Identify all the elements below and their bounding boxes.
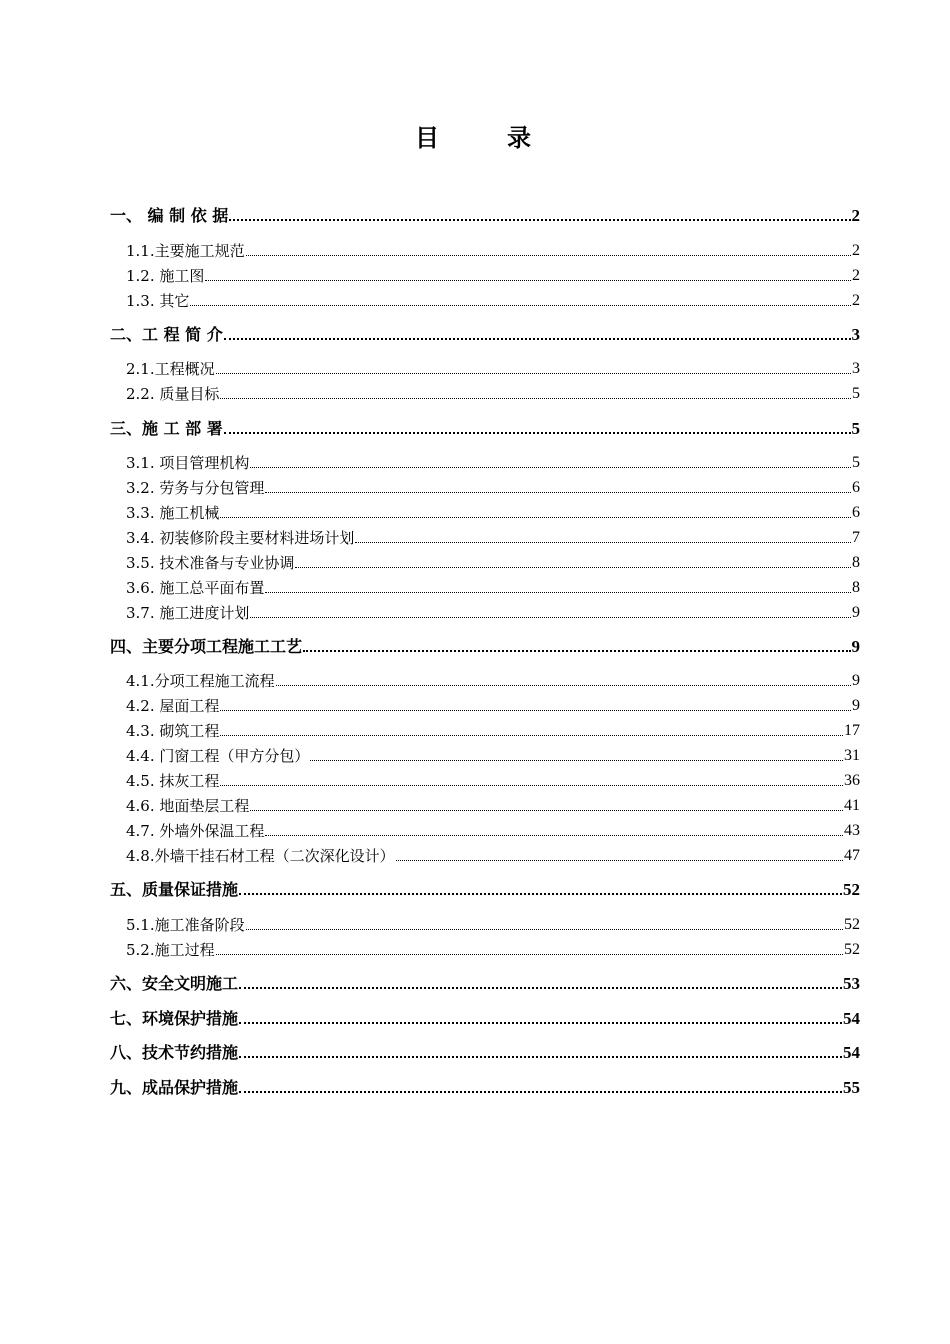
toc-label: 六、安全文明施工 [110, 974, 239, 993]
toc-entry-4-4[interactable] [110, 745, 860, 767]
dot-leader [220, 735, 843, 736]
toc-label: 5.2.施工过程 [126, 941, 215, 959]
dot-leader [310, 760, 843, 761]
dot-leader [220, 785, 843, 786]
toc-entry-5-1[interactable] [110, 914, 860, 936]
toc-page-number: 3 [851, 325, 860, 344]
toc-page-number: 52 [844, 941, 860, 958]
toc-label: 4.5. 抹灰工程 [126, 772, 220, 790]
toc-entry-4-6[interactable] [110, 795, 860, 817]
toc-label: 三、施 工 部 署 [110, 419, 223, 438]
toc-page-number: 52 [844, 916, 860, 933]
toc-label: 1.3. 其它 [126, 292, 190, 310]
toc-entry-1-3[interactable] [110, 290, 860, 312]
toc-page-number: 7 [852, 529, 860, 546]
toc-label: 4.3. 砌筑工程 [126, 722, 220, 740]
dot-leader [265, 492, 851, 493]
title-part-1: 目 [415, 123, 443, 152]
toc-entry-3-4[interactable] [110, 527, 860, 549]
dot-leader [190, 305, 851, 306]
toc-label: 3.4. 初装修阶段主要材料进场计划 [126, 529, 355, 547]
toc-entry-3-6[interactable] [110, 577, 860, 599]
dot-leader [246, 255, 851, 256]
toc-label: 4.8.外墙干挂石材工程（二次深化设计） [126, 847, 395, 865]
toc-label: 4.1.分项工程施工流程 [126, 672, 275, 690]
dot-leader [250, 467, 851, 468]
dot-leader [239, 1056, 842, 1058]
page-title [0, 118, 950, 153]
toc-entry-5[interactable] [110, 879, 860, 901]
toc-page-number: 2 [851, 206, 860, 225]
toc-label: 4.2. 屋面工程 [126, 697, 220, 715]
toc-entry-9[interactable] [110, 1077, 860, 1099]
toc-page-number: 5 [852, 385, 860, 402]
toc-label: 1.2. 施工图 [126, 267, 205, 285]
toc-page-number: 8 [852, 554, 860, 571]
toc-entry-4-3[interactable] [110, 720, 860, 742]
toc-page-number: 6 [852, 504, 860, 521]
toc-entry-1-1[interactable] [110, 240, 860, 262]
toc-page-number: 5 [852, 454, 860, 471]
toc-page-number: 9 [851, 637, 860, 656]
dot-leader [239, 987, 842, 989]
toc-page-number: 53 [843, 974, 860, 993]
dot-leader [355, 542, 851, 543]
toc-entry-1[interactable] [110, 205, 860, 227]
toc-entry-2[interactable] [110, 324, 860, 346]
toc-entry-5-2[interactable] [110, 939, 860, 961]
dot-leader [229, 219, 850, 221]
toc-page-number: 31 [844, 747, 860, 764]
dot-leader [250, 617, 851, 618]
toc-entry-4-7[interactable] [110, 820, 860, 842]
toc-page-number: 17 [844, 722, 860, 739]
toc-page-number: 54 [843, 1009, 860, 1028]
toc-page-number: 2 [852, 267, 860, 284]
toc-page-number: 6 [852, 479, 860, 496]
toc-entry-3-1[interactable] [110, 452, 860, 474]
toc-label: 3.7. 施工进度计划 [126, 604, 250, 622]
dot-leader [224, 432, 851, 434]
dot-leader [205, 280, 851, 281]
toc-entry-4[interactable] [110, 636, 860, 658]
toc-page-number: 52 [843, 880, 860, 899]
dot-leader [265, 592, 851, 593]
dot-leader [246, 929, 843, 930]
toc-entry-1-2[interactable] [110, 265, 860, 287]
toc-entry-8[interactable] [110, 1042, 860, 1064]
dot-leader [295, 567, 851, 568]
toc-label: 4.7. 外墙外保温工程 [126, 822, 265, 840]
toc-page-number: 41 [844, 797, 860, 814]
toc-entry-2-2[interactable] [110, 383, 860, 405]
toc-page-number: 9 [852, 604, 860, 621]
toc-label: 二、工 程 简 介 [110, 325, 223, 344]
toc-label: 九、成品保护措施 [110, 1078, 239, 1097]
toc-page-number: 47 [844, 847, 860, 864]
dot-leader [276, 685, 851, 686]
toc-label: 一、 编 制 依 据 [110, 206, 229, 225]
toc-label: 1.1.主要施工规范 [126, 242, 245, 260]
dot-leader [220, 710, 851, 711]
dot-leader [265, 835, 843, 836]
toc-entry-4-8[interactable] [110, 845, 860, 867]
toc-label: 五、质量保证措施 [110, 880, 239, 899]
toc-page-number: 54 [843, 1043, 860, 1062]
dot-leader [250, 810, 843, 811]
toc-label: 3.2. 劳务与分包管理 [126, 479, 265, 497]
toc-label: 2.2. 质量目标 [126, 385, 220, 403]
toc-entry-4-2[interactable] [110, 695, 860, 717]
title-part-2: 录 [507, 123, 535, 152]
toc-entry-2-1[interactable] [110, 358, 860, 380]
dot-leader [220, 517, 851, 518]
toc-page-number: 2 [852, 292, 860, 309]
toc-entry-6[interactable] [110, 973, 860, 995]
toc-page-number: 8 [852, 579, 860, 596]
toc-entry-3-2[interactable] [110, 477, 860, 499]
dot-leader [216, 373, 851, 374]
toc-entry-3-5[interactable] [110, 552, 860, 574]
toc-label: 八、技术节约措施 [110, 1043, 239, 1062]
toc-page-number: 5 [851, 419, 860, 438]
toc-entry-4-5[interactable] [110, 770, 860, 792]
toc-page-number: 2 [852, 242, 860, 259]
toc-entry-3[interactable] [110, 418, 860, 440]
dot-leader [216, 954, 843, 955]
toc-page-number: 36 [844, 772, 860, 789]
toc-label: 3.1. 项目管理机构 [126, 454, 250, 472]
toc-entry-4-1[interactable] [110, 670, 860, 692]
dot-leader [239, 1091, 842, 1093]
toc-page-number: 9 [852, 697, 860, 714]
toc-page-number: 43 [844, 822, 860, 839]
dot-leader [303, 650, 850, 652]
dot-leader [224, 338, 851, 340]
toc-page-number: 55 [843, 1078, 860, 1097]
toc-label: 3.5. 技术准备与专业协调 [126, 554, 295, 572]
toc-entry-3-3[interactable] [110, 502, 860, 524]
toc-label: 5.1.施工准备阶段 [126, 916, 245, 934]
dot-leader [239, 1022, 842, 1024]
toc-entry-7[interactable] [110, 1008, 860, 1030]
toc-label: 3.6. 施工总平面布置 [126, 579, 265, 597]
dot-leader [239, 893, 842, 895]
dot-leader [396, 860, 843, 861]
toc-page-number: 9 [852, 672, 860, 689]
dot-leader [220, 398, 851, 399]
toc-page-number: 3 [852, 360, 860, 377]
toc-label: 4.6. 地面垫层工程 [126, 797, 250, 815]
toc-label: 2.1.工程概况 [126, 360, 215, 378]
toc-label: 七、环境保护措施 [110, 1009, 239, 1028]
toc-label: 四、主要分项工程施工工艺 [110, 637, 303, 656]
toc-entry-3-7[interactable] [110, 602, 860, 624]
toc-label: 3.3. 施工机械 [126, 504, 220, 522]
toc-label: 4.4. 门窗工程（甲方分包） [126, 747, 310, 765]
